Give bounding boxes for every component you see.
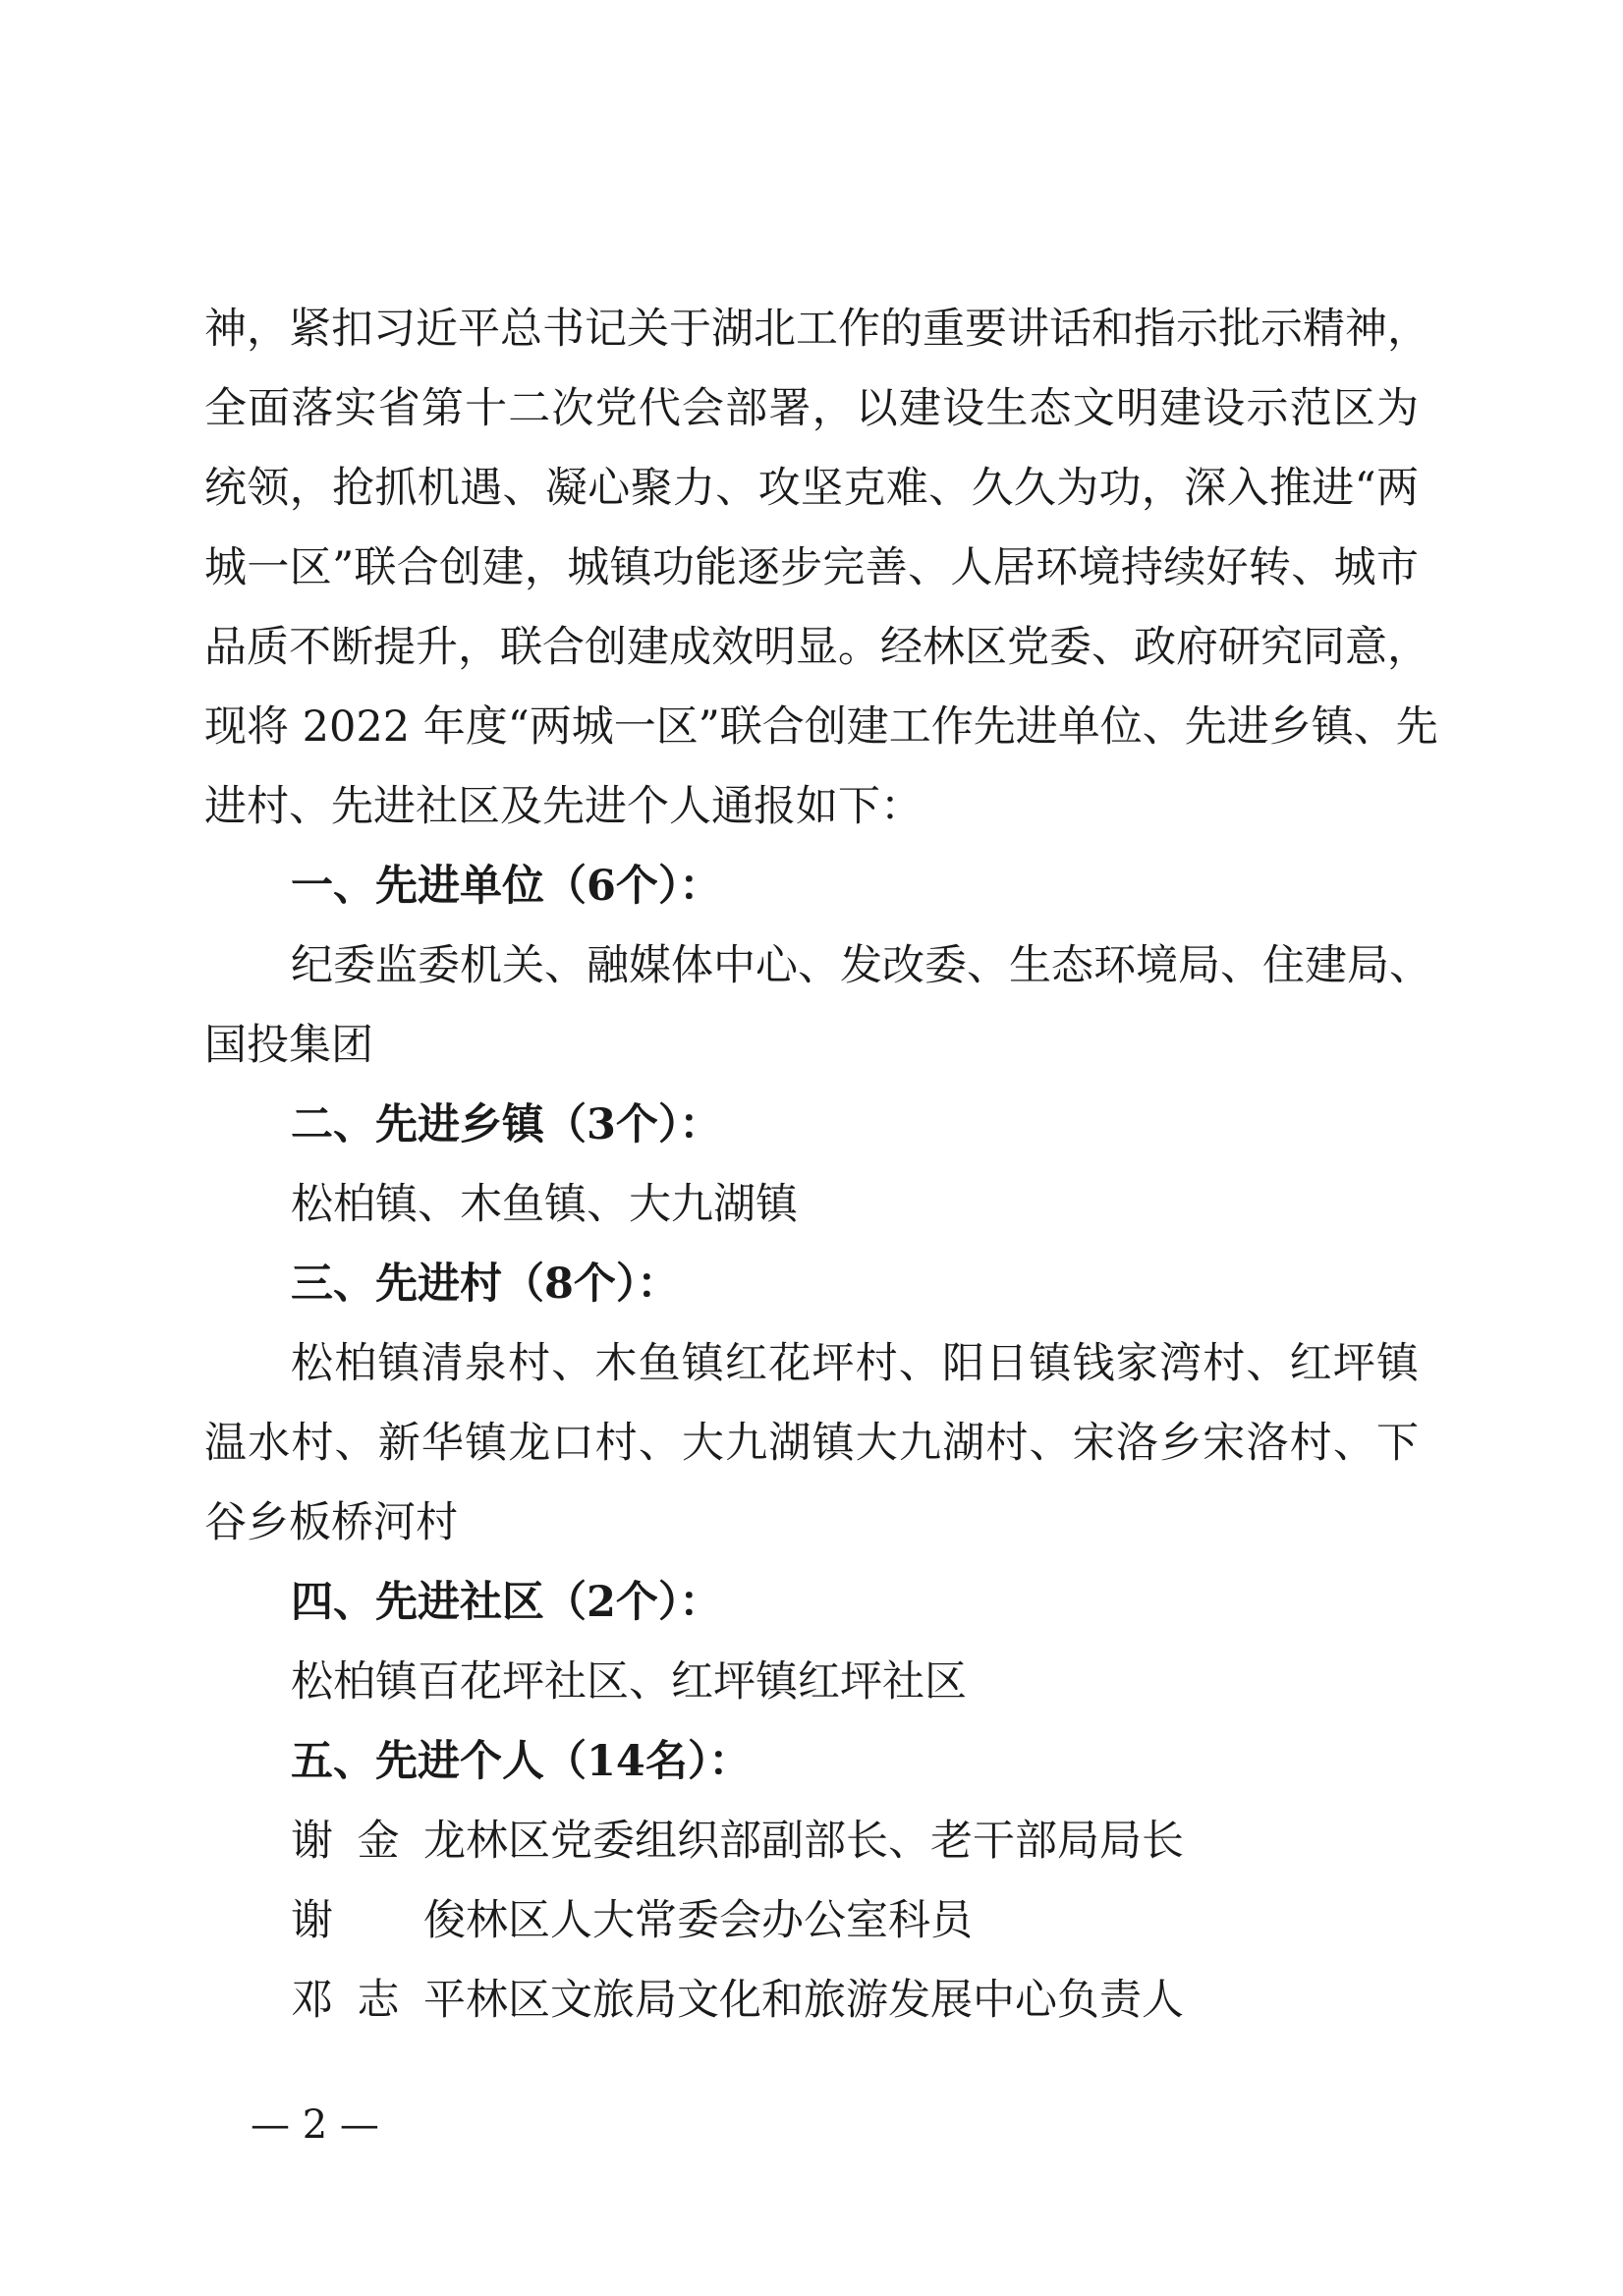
section-text: 松柏镇、木鱼镇、大九湖镇 xyxy=(291,1180,798,1229)
person-row xyxy=(291,1815,1184,1868)
intro-line: 神，紧扣习近平总书记关于湖北工作的重要讲话和指示批示精神， xyxy=(204,305,1429,354)
person-name: 谢金龙 xyxy=(291,1817,466,1866)
person-name: 谢 俊 xyxy=(291,1896,466,1945)
document-page xyxy=(204,0,1438,2296)
intro-line: 品质不断提升，联合创建成效明显。经林区党委、政府研究同意， xyxy=(204,623,1429,672)
page-number: — 2 — xyxy=(251,2102,379,2148)
section-heading-units: 一、先进单位（6个）： xyxy=(291,862,722,911)
intro-line: 进村、先进社区及先进个人通报如下： xyxy=(204,782,923,831)
section-text: 松柏镇百花坪社区、红坪镇红坪社区 xyxy=(291,1657,967,1707)
section-heading-individuals: 五、先进个人（14名）： xyxy=(291,1737,752,1786)
person-title: 林区党委组织部副部长、老干部局局长 xyxy=(466,1817,1184,1866)
section-text: 谷乡板桥河村 xyxy=(204,1498,458,1547)
section-heading-towns: 二、先进乡镇（3个）： xyxy=(291,1100,722,1149)
section-heading-communities: 四、先进社区（2个）： xyxy=(291,1578,722,1627)
person-row xyxy=(291,1974,1184,2027)
person-title: 林区人大常委会办公室科员 xyxy=(466,1896,973,1945)
section-text: 国投集团 xyxy=(204,1021,373,1070)
person-title: 林区文旅局文化和旅游发展中心负责人 xyxy=(466,1976,1184,2025)
person-row xyxy=(291,1894,973,1947)
person-name: 邓志平 xyxy=(291,1976,466,2025)
intro-line: 现将 2022 年度“两城一区”联合创建工作先进单位、先进乡镇、先 xyxy=(204,702,1438,752)
section-text: 松柏镇清泉村、木鱼镇红花坪村、阳日镇钱家湾村、红坪镇 xyxy=(291,1339,1419,1388)
intro-line: 统领，抢抓机遇、凝心聚力、攻坚克难、久久为功，深入推进“两 xyxy=(204,464,1419,513)
intro-line: 城一区”联合创建，城镇功能逐步完善、人居环境持续好转、城市 xyxy=(204,543,1419,592)
intro-line: 全面落实省第十二次党代会部署，以建设生态文明建设示范区为 xyxy=(204,384,1419,433)
section-text: 温水村、新华镇龙口村、大九湖镇大九湖村、宋洛乡宋洛村、下 xyxy=(204,1419,1419,1468)
section-text: 纪委监委机关、融媒体中心、发改委、生态环境局、住建局、 xyxy=(291,941,1431,990)
section-heading-villages: 三、先进村（8个）： xyxy=(291,1260,680,1309)
